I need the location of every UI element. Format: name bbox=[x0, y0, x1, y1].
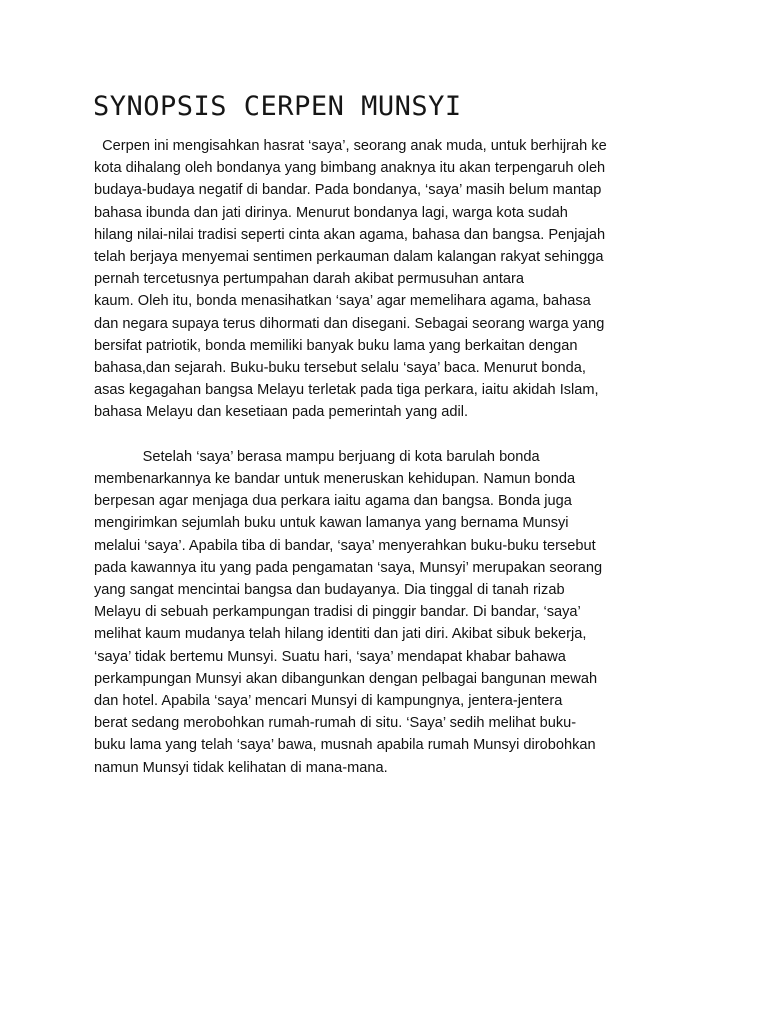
text-line: Melayu di sebuah perkampungan tradisi di pinggir bandar. Di bandar, ‘saya’ bbox=[94, 604, 581, 621]
text-line: namun Munsyi tidak kelihatan di mana-mana. bbox=[94, 759, 388, 776]
text-line: membenarkannya ke bandar untuk meneruskan kehidupan. Namun bonda bbox=[94, 471, 576, 488]
text-line: hilang nilai-nilai tradisi seperti cinta akan agama, bahasa dan bangsa. Penjajah bbox=[94, 226, 606, 243]
text-line: melihat kaum mudanya telah hilang identiti dan jati diri. Akibat sibuk bekerja, bbox=[94, 626, 587, 643]
text-line: asas kegagahan bangsa Melayu terletak pada tiga perkara, iaitu akidah Islam, bbox=[94, 382, 599, 399]
text-line: buku lama yang telah ‘saya’ bawa, musnah apabila rumah Munsyi dirobohkan bbox=[94, 737, 596, 754]
text-line: pernah tercetusnya pertumpahan darah akibat permusuhan antara bbox=[94, 271, 524, 288]
document-title: SYNOPSIS CERPEN MUNSYI bbox=[93, 91, 462, 122]
text-line: kota dihalang oleh bondanya yang bimbang anaknya itu akan terpengaruh oleh bbox=[94, 160, 606, 177]
text-line: berat sedang merobohkan rumah-rumah di situ. ‘Saya’ sedih melihat buku- bbox=[94, 715, 577, 732]
text-line: budaya-budaya negatif di bandar. Pada bondanya, ‘saya’ masih belum mantap bbox=[94, 182, 602, 199]
text-line: ‘saya’ tidak bertemu Munsyi. Suatu hari, ‘saya’ mendapat khabar bahawa bbox=[94, 648, 566, 665]
text-line: mengirimkan sejumlah buku untuk kawan lamanya yang bernama Munsyi bbox=[94, 515, 569, 532]
text-line: Setelah ‘saya’ berasa mampu berjuang di kota barulah bonda bbox=[94, 448, 540, 465]
text-line: bahasa,dan sejarah. Buku-buku tersebut selalu ‘saya’ baca. Menurut bonda, bbox=[94, 360, 586, 377]
text-line: bersifat patriotik, bonda memiliki banyak buku lama yang berkaitan dengan bbox=[94, 337, 578, 354]
document-body bbox=[94, 135, 684, 779]
text-line: bahasa ibunda dan jati dirinya. Menurut bondanya lagi, warga kota sudah bbox=[94, 204, 568, 221]
text-line: perkampungan Munsyi akan dibangunkan dengan pelbagai bangunan mewah bbox=[94, 670, 598, 687]
text-line: bahasa Melayu dan kesetiaan pada pemerintah yang adil. bbox=[94, 404, 469, 421]
text-line: Cerpen ini mengisahkan hasrat ‘saya’, seorang anak muda, untuk berhijrah ke bbox=[94, 138, 607, 154]
text-line: yang sangat mencintai bangsa dan budayanya. Dia tinggal di tanah rizab bbox=[94, 582, 565, 599]
text-line: melalui ‘saya’. Apabila tiba di bandar, ‘saya’ menyerahkan buku-buku tersebut bbox=[94, 537, 596, 554]
text-line: kaum. Oleh itu, bonda menasihatkan ‘saya’ agar memelihara agama, bahasa bbox=[94, 293, 591, 310]
text-line: pada kawannya itu yang pada pengamatan ‘saya, Munsyi’ merupakan seorang bbox=[94, 559, 603, 576]
text-line: berpesan agar menjaga dua perkara iaitu agama dan bangsa. Bonda juga bbox=[94, 493, 572, 510]
text-line: dan hotel. Apabila ‘saya’ mencari Munsyi di kampungnya, jentera-jentera bbox=[94, 693, 563, 710]
paragraph-1 bbox=[94, 135, 684, 424]
paragraph-2 bbox=[94, 446, 684, 779]
text-line: dan negara supaya terus dihormati dan disegani. Sebagai seorang warga yang bbox=[94, 315, 605, 332]
text-line: telah berjaya menyemai sentimen perkauman dalam kalangan rakyat sehingga bbox=[94, 249, 604, 266]
